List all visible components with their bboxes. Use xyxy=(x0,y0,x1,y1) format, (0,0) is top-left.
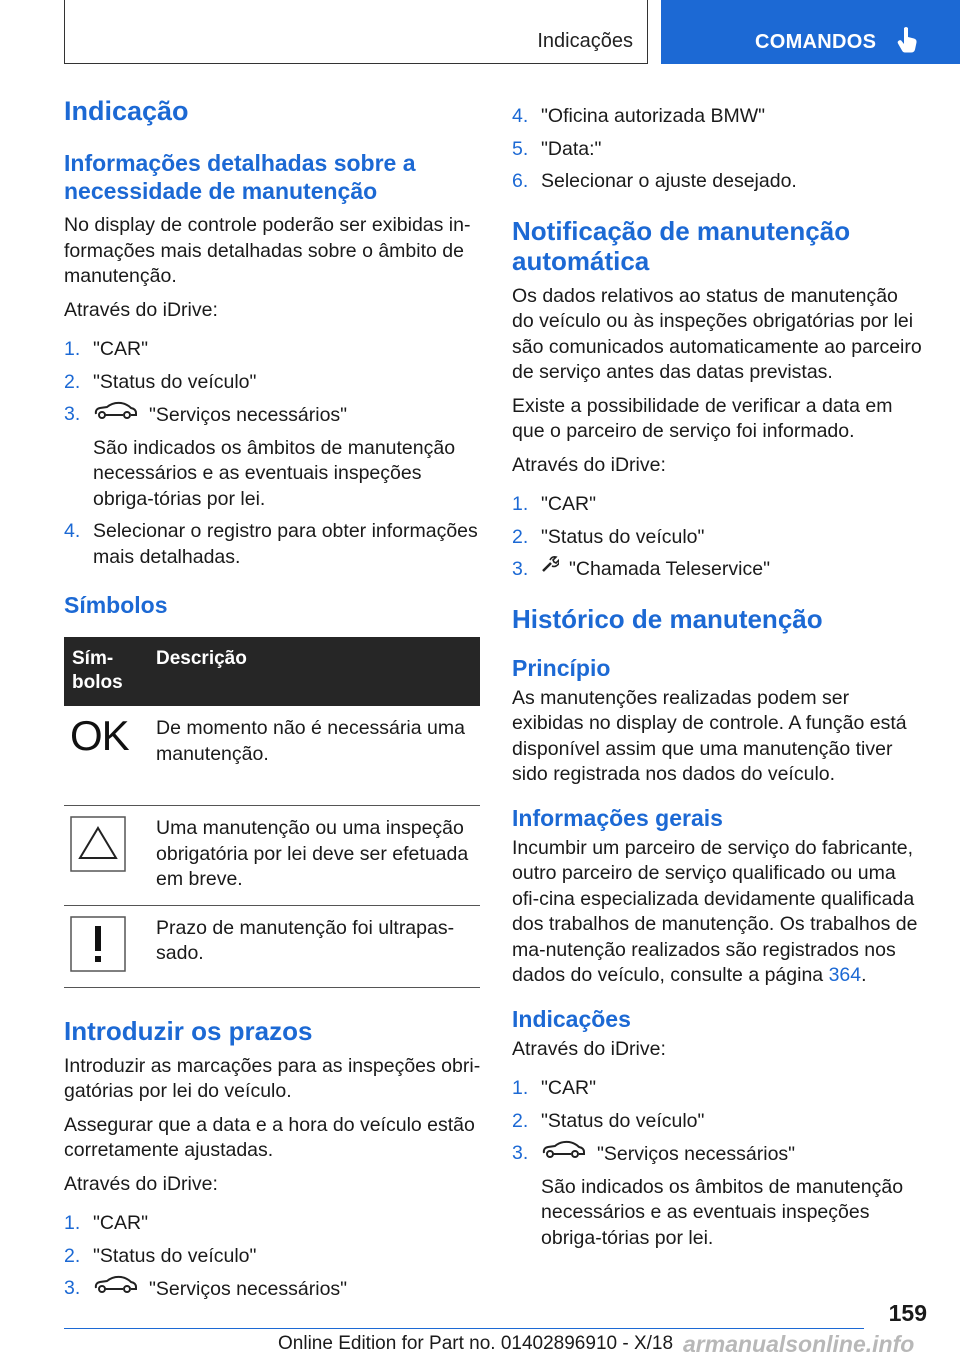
list-item: 4. Selecionar o registro para obter informações mais detalhadas. xyxy=(64,520,478,568)
list-item: 2. "Status do veículo" xyxy=(512,525,705,548)
table-header-description: Descrição xyxy=(148,637,480,706)
table-row: Uma manutenção ou uma inspeção obrigatória por lei deve ser efetuada em breve. xyxy=(64,806,480,906)
wrench-icon xyxy=(541,555,559,581)
list-item: 3. "Serviços necessários" xyxy=(64,1276,482,1304)
heading-indicacao: Indicação xyxy=(64,96,189,126)
watermark: armanualsonline.info xyxy=(683,1331,915,1357)
car-service-icon xyxy=(541,1139,587,1167)
heading-principio: Princípio xyxy=(512,654,611,681)
heading-simbolos: Símbolos xyxy=(64,592,168,618)
list-item: 6. Selecionar o ajuste desejado. xyxy=(512,170,797,192)
warning-triangle-icon xyxy=(70,816,140,872)
heading-historico: Histórico de manutenção xyxy=(512,603,823,634)
exclamation-icon xyxy=(70,916,140,972)
steps-list-4 xyxy=(512,1076,924,1251)
edition-text: Online Edition for Part no. 01402896910 - X/18 xyxy=(278,1333,674,1354)
list-item: 3. "Serviços necessários" São indicados os âmbitos de manutenção necessários e as eventuais inspeções obriga-tórias por lei. xyxy=(64,402,482,512)
paragraph-gerais: Incumbir um parceiro de serviço do fabricante, outro parceiro de serviço qualificado ou uma ofi-cina especializada devidamente qualificada dos trabalhos de manutenção. Os trabalhos de ma-nutenção realizados são registrados nos dados do veículo, consulte a página 364. xyxy=(512,836,918,987)
list-item: 1. "CAR" xyxy=(64,338,149,360)
paragraph-notif-1: Os dados relativos ao status de manutenção do veículo ou às inspeções obrigatórias por lei são comunicados automaticamente ao parceiro de serviço antes das datas previstas. xyxy=(512,284,922,383)
list-item: 5. "Data:" xyxy=(512,137,602,160)
steps-list-cont xyxy=(512,104,924,195)
footer-divider xyxy=(64,1328,864,1329)
paragraph-principio: As manutenções realizadas podem ser exibidas no display de controle. A função está disponível assim que uma manutenção tiver sido registrada nos dados do veículo. xyxy=(512,686,907,786)
steps-list-1 xyxy=(64,337,482,570)
table-header-symbols: Sím-bolos xyxy=(64,637,148,706)
steps-list-2 xyxy=(64,1211,482,1304)
paragraph-idrive-3: Através do iDrive: xyxy=(512,453,666,476)
paragraph-intro-1: Introduzir as marcações para as inspeções obri-gatórias por lei do veículo. xyxy=(64,1054,481,1102)
table-row: OK De momento não é necessária uma manutenção. xyxy=(64,706,480,806)
table-row: Prazo de manutenção foi ultrapas-sado. xyxy=(64,905,480,987)
section-tab-label: Indicações xyxy=(537,30,633,52)
car-service-icon xyxy=(93,1274,139,1302)
chapter-tab-label: COMANDOS xyxy=(755,31,877,53)
heading-info-gerais: Informações gerais xyxy=(512,804,723,831)
heading-introduzir: Introduzir os prazos xyxy=(64,1015,313,1046)
list-item: 1. "CAR" xyxy=(64,1212,149,1234)
list-item: 2. "Status do veículo" xyxy=(64,370,257,393)
steps-list-3 xyxy=(512,492,924,583)
heading-indicacoes: Indicações xyxy=(512,1005,631,1032)
paragraph-idrive-2: Através do iDrive: xyxy=(64,1172,218,1195)
header-section-tab xyxy=(64,0,648,64)
left-column xyxy=(64,96,482,1311)
paragraph-notif-2: Existe a possibilidade de verificar a data em que o parceiro de serviço foi informado. xyxy=(512,394,893,442)
list-item: 2. "Status do veículo" xyxy=(512,1109,705,1132)
list-item: 3. "Serviços necessários" São indicados os âmbitos de manutenção necessários e as eventuais inspeções obriga-tórias por lei. xyxy=(512,1141,924,1251)
heading-info-detalhadas: Informações detalhadas sobre a necessidade de manutenção xyxy=(64,150,416,204)
header-chapter-tab xyxy=(661,0,960,64)
car-service-icon xyxy=(93,400,139,428)
list-item: 1. "CAR" xyxy=(512,1077,597,1100)
list-item: 3. "Chamada Teleservice" xyxy=(512,557,924,583)
page-number: 159 xyxy=(888,1300,927,1326)
paragraph-idrive-1: Através do iDrive: xyxy=(64,298,218,321)
paragraph-display: No display de controle poderão ser exibidas in-formações mais detalhadas sobre o âmbito de manutenção. xyxy=(64,214,471,287)
right-column xyxy=(512,104,924,1258)
pointing-hand-icon xyxy=(895,26,919,59)
paragraph-idrive-4: Através do iDrive: xyxy=(512,1037,666,1060)
list-item: 1. "CAR" xyxy=(512,493,597,515)
heading-notificacao: Notificação de manutenção automática xyxy=(512,215,851,276)
list-item: 4. "Oficina autorizada BMW" xyxy=(512,105,766,127)
list-item: 2. "Status do veículo" xyxy=(64,1244,257,1267)
paragraph-intro-2: Assegurar que a data e a hora do veículo estão corretamente ajustadas. xyxy=(64,1113,475,1161)
ok-icon: OK xyxy=(70,712,129,759)
symbols-table xyxy=(64,637,480,988)
page-reference-link[interactable]: 364 xyxy=(828,964,862,987)
